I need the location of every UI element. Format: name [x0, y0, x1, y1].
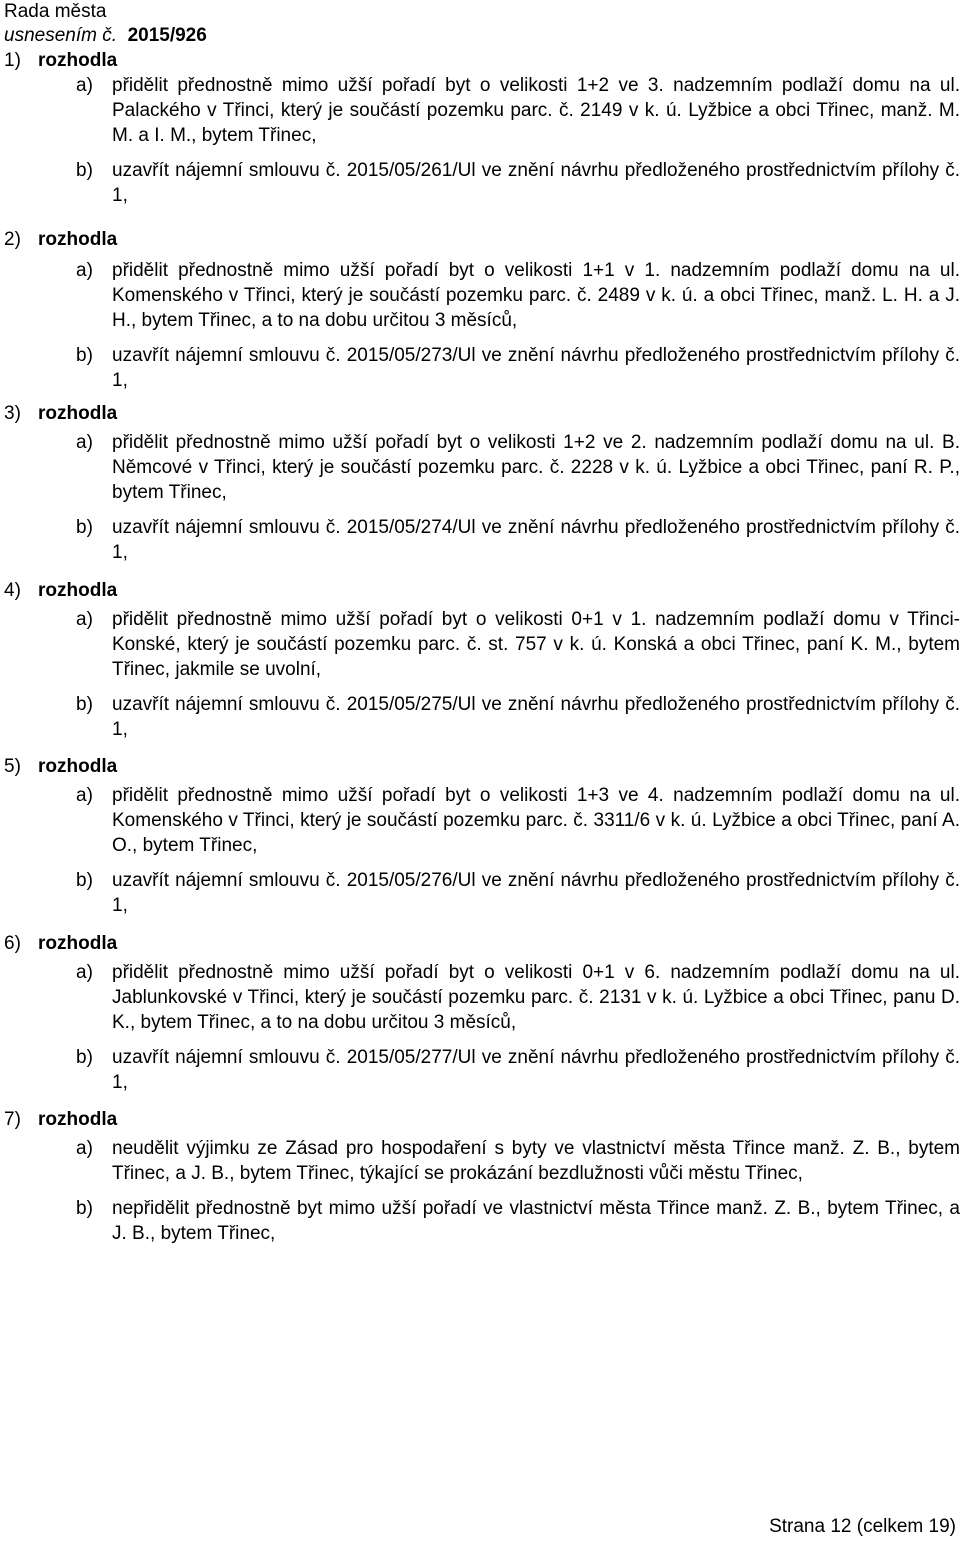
point-letter: b) — [76, 694, 93, 715]
point-text: uzavřít nájemní smlouvu č. 2015/05/276/Ul ve znění návrhu předloženého prostřednictvím přílohy č. 1, — [112, 870, 960, 916]
point-letter: a) — [76, 609, 93, 630]
section-verb: rozhodla — [38, 50, 118, 71]
section-heading — [4, 401, 956, 426]
point-letter: a) — [76, 1138, 93, 1159]
point-a — [4, 960, 960, 1035]
section-number: 3) — [4, 403, 21, 424]
point-a — [4, 607, 960, 682]
point-a — [4, 430, 960, 505]
point-a — [4, 73, 960, 148]
point-letter: a) — [76, 75, 93, 96]
section-verb: rozhodla — [38, 1109, 118, 1130]
point-letter: b) — [76, 160, 93, 181]
point-letter: b) — [76, 870, 93, 891]
point-text: neudělit výjimku ze Zásad pro hospodaření s byty ve vlastnictví města Třince manž. Z. B., bytem Třinec, a J. B., bytem Třinec, týkající se prokázání bezdlužnosti vůči městu Třinec, — [112, 1138, 960, 1184]
section-verb: rozhodla — [38, 580, 118, 601]
point-b — [4, 692, 960, 742]
point-text: přidělit přednostně mimo užší pořadí byt o velikosti 1+1 v 1. nadzemním podlaží domu na ul. Komenského v Třinci, který je součástí pozemku parc. č. 2489 v k. ú. a obci Třinec, manž. L. H. a J. H., bytem Třinec, a to na dobu určitou 3 měsíců, — [112, 260, 960, 331]
section-heading — [4, 48, 956, 73]
section-number: 6) — [4, 933, 21, 954]
point-b — [4, 1045, 960, 1095]
point-a — [4, 1136, 960, 1186]
section-verb: rozhodla — [38, 756, 118, 777]
resolution-number: 2015/926 — [127, 25, 207, 46]
point-a — [4, 783, 960, 858]
section-number: 2) — [4, 229, 21, 250]
point-b — [4, 868, 960, 918]
section-heading — [4, 931, 956, 956]
resolution-section-1 — [4, 48, 960, 208]
section-heading — [4, 754, 956, 779]
page-number: Strana 12 (celkem 19) — [769, 1516, 956, 1537]
resolution-section-3 — [4, 401, 960, 565]
point-text: uzavřít nájemní smlouvu č. 2015/05/273/Ul ve znění návrhu předloženého prostřednictvím přílohy č. 1, — [112, 345, 960, 391]
section-heading — [4, 578, 956, 603]
point-text: uzavřít nájemní smlouvu č. 2015/05/274/Ul ve znění návrhu předloženého prostřednictvím přílohy č. 1, — [112, 517, 960, 563]
resolution-prefix: usnesením č. — [4, 25, 117, 46]
point-letter: a) — [76, 260, 93, 281]
resolution-section-4 — [4, 578, 960, 742]
section-verb: rozhodla — [38, 933, 118, 954]
section-heading — [4, 1107, 956, 1132]
point-text: nepřidělit přednostně byt mimo užší pořadí ve vlastnictví města Třince manž. Z. B., bytem Třinec, a J. B., bytem Třinec, — [112, 1198, 960, 1244]
point-b — [4, 158, 960, 208]
point-b — [4, 343, 960, 393]
point-text: uzavřít nájemní smlouvu č. 2015/05/261/Ul ve znění návrhu předloženého prostřednictvím přílohy č. 1, — [112, 160, 960, 206]
point-b — [4, 515, 960, 565]
section-verb: rozhodla — [38, 229, 118, 250]
point-letter: b) — [76, 345, 93, 366]
point-letter: a) — [76, 962, 93, 983]
section-verb: rozhodla — [38, 403, 118, 424]
section-heading — [4, 227, 956, 252]
point-text: přidělit přednostně mimo užší pořadí byt o velikosti 1+2 ve 3. nadzemním podlaží domu na ul. Palackého v Třinci, který je součástí pozemku parc. č. 2149 v k. ú. Lyžbice a obci Třinec, manž. M. M. a I. M., bytem Třinec, — [112, 75, 960, 146]
point-letter: b) — [76, 1198, 93, 1219]
section-number: 1) — [4, 50, 21, 71]
section-number: 7) — [4, 1109, 21, 1130]
point-letter: b) — [76, 1047, 93, 1068]
section-number: 4) — [4, 580, 21, 601]
point-text: přidělit přednostně mimo užší pořadí byt o velikosti 1+3 ve 4. nadzemním podlaží domu na ul. Komenského v Třinci, který je součástí pozemku parc. č. 3311/6 v k. ú. Lyžbice a obci Třinec, paní A. O., bytem Třinec, — [112, 785, 960, 856]
point-letter: a) — [76, 432, 93, 453]
point-text: uzavřít nájemní smlouvu č. 2015/05/275/Ul ve znění návrhu předloženého prostřednictvím přílohy č. 1, — [112, 694, 960, 740]
resolution-line — [4, 24, 207, 48]
point-a — [4, 258, 960, 333]
resolution-section-7 — [4, 1107, 960, 1246]
point-letter: b) — [76, 517, 93, 538]
point-text: přidělit přednostně mimo užší pořadí byt o velikosti 1+2 ve 2. nadzemním podlaží domu na ul. B. Němcové v Třinci, který je součástí pozemku parc. č. 2228 v k. ú. Lyžbice a obci Třinec, paní R. P., bytem Třinec, — [112, 432, 960, 503]
point-text: přidělit přednostně mimo užší pořadí byt o velikosti 0+1 v 6. nadzemním podlaží domu na ul. Jablunkovské v Třinci, který je součástí pozemku parc. č. 2131 v k. ú. Lyžbice a obci Třinec, panu D. K., bytem Třinec, a to na dobu určitou 3 měsíců, — [112, 962, 960, 1033]
council-title: Rada města — [4, 1, 107, 22]
point-letter: a) — [76, 785, 93, 806]
resolution-section-5 — [4, 754, 960, 918]
point-b — [4, 1196, 960, 1246]
point-text: přidělit přednostně mimo užší pořadí byt o velikosti 0+1 v 1. nadzemním podlaží domu v Třinci-Konské, který je součástí pozemku parc. č. st. 757 v k. ú. Konská a obci Třinec, paní K. M., bytem Třinec, jakmile se uvolní, — [112, 609, 960, 680]
point-text: uzavřít nájemní smlouvu č. 2015/05/277/Ul ve znění návrhu předloženého prostřednictvím přílohy č. 1, — [112, 1047, 960, 1093]
resolution-section-6 — [4, 931, 960, 1095]
document-header — [4, 0, 207, 48]
resolution-section-2 — [4, 227, 960, 393]
section-number: 5) — [4, 756, 21, 777]
